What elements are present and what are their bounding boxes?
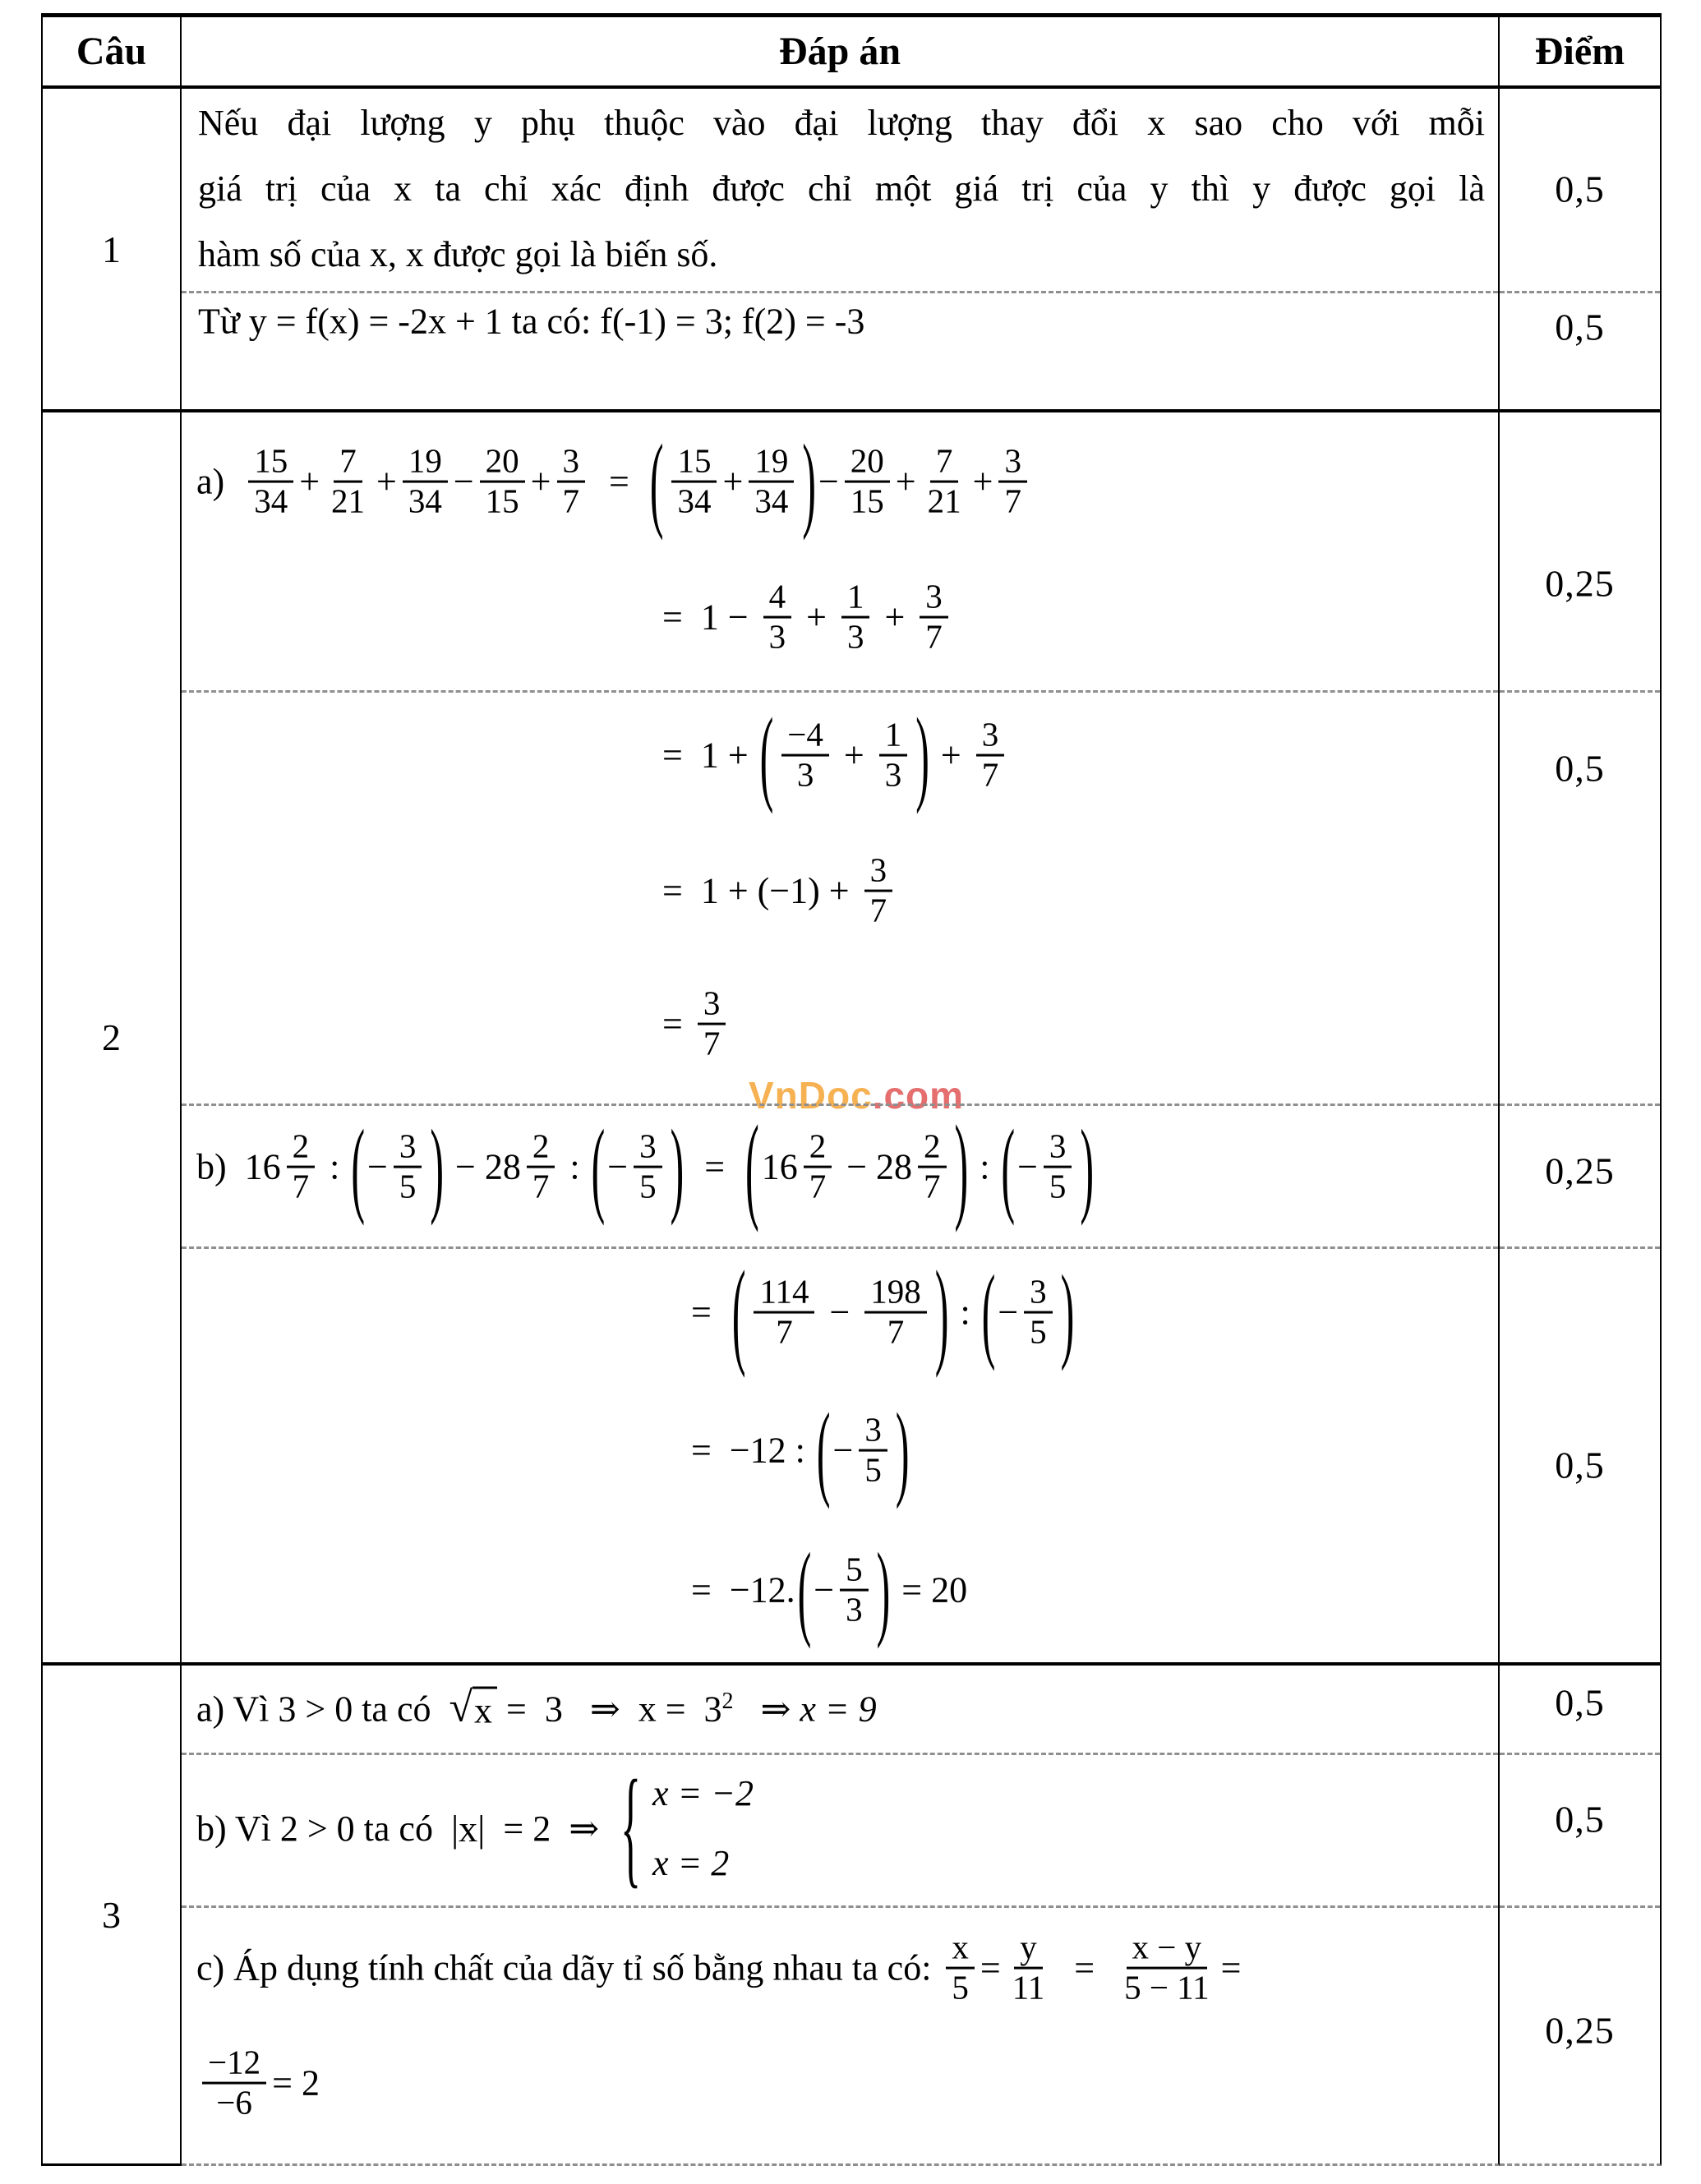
dashed-divider — [1500, 1905, 1660, 1908]
math-text: − — [998, 1292, 1019, 1333]
dashed-divider — [182, 1246, 1498, 1249]
math-text: a) Vì 3 > 0 ta có — [196, 1689, 449, 1730]
score-value: 0,5 — [1555, 1444, 1605, 1486]
header-diem-label: Điểm — [1534, 30, 1625, 73]
math-text: − — [832, 1430, 854, 1471]
math-text: + — [931, 735, 970, 776]
parenthesis: ) — [895, 1390, 910, 1510]
parenthesis: ) — [934, 1245, 949, 1380]
math-text: − — [367, 1146, 388, 1187]
vndoc-logo-primary: VnDoc — [749, 1074, 873, 1117]
math-text: = — [686, 1146, 744, 1187]
header-cau-label: Câu — [76, 30, 147, 73]
math-text: : — [560, 1146, 589, 1187]
fraction: $\frac{3}{5}$ — [394, 1128, 422, 1206]
parenthesis: ( — [816, 1390, 831, 1510]
row-3-score-cell — [1500, 1666, 1662, 2166]
math-text: b) 16 — [196, 1146, 281, 1187]
math-text: = — [1220, 1947, 1242, 1988]
dashed-divider — [182, 1104, 1498, 1106]
math-text: = 2 ⇒ — [485, 1808, 618, 1849]
math-text: + — [875, 597, 915, 638]
fraction: $\frac{7}{21}$ — [927, 441, 961, 520]
math-text: = 1 + (−1) + — [662, 870, 859, 911]
math-text: = — [662, 1003, 692, 1044]
math-text: b) Vì 2 > 0 ta có — [196, 1808, 451, 1849]
fraction: $\frac{15}{34}$ — [671, 443, 717, 521]
math-text: + — [797, 597, 836, 638]
fraction: $\frac{5}{3}$ — [840, 1551, 869, 1629]
parenthesis: ) — [915, 695, 929, 815]
math-text: + — [722, 461, 744, 502]
score-value: 0,25 — [1545, 2009, 1615, 2052]
row-3-answer-cell — [182, 1666, 1500, 2166]
answer-paragraph-line: giá trị của x ta chỉ xác định được chỉ một giá trị của y thì y được gọi là — [198, 168, 1485, 209]
fraction: $\frac{3}{7}$ — [976, 716, 1005, 795]
cases-block — [652, 1772, 754, 1884]
case-line: x = −2 — [652, 1773, 754, 1813]
parenthesis: ) — [670, 1107, 685, 1227]
parenthesis: ) — [802, 422, 816, 541]
math-text: c) Áp dụng tính chất của dãy tỉ số bằng nhau ta có: — [196, 1947, 941, 1988]
fraction: $\frac{y}{11}$ — [1012, 1928, 1045, 2007]
score-value: 0,25 — [1545, 562, 1615, 605]
row-2-score-cell — [1500, 412, 1662, 1666]
fraction: $\frac{1}{3}$ — [841, 578, 870, 657]
fraction: $\frac{198}{7}$ — [864, 1274, 927, 1352]
equation-line — [196, 1684, 877, 1732]
header-cell-dapan — [182, 17, 1500, 89]
fraction: $\frac{3}{5}$ — [1044, 1128, 1072, 1206]
parenthesis: ( — [759, 695, 774, 815]
row-1-score-cell — [1500, 89, 1662, 412]
math-text: Từ y = f(x) = -2x + 1 ta có: f(-1) = 3; f(2) = -3 — [198, 301, 865, 342]
parenthesis: ) — [430, 1107, 445, 1227]
header-cell-cau — [43, 17, 182, 89]
vndoc-logo — [749, 1073, 964, 1117]
math-text: − — [818, 461, 839, 502]
question-number-label: 2 — [102, 1016, 121, 1058]
answer-paragraph-line: Nếu đại lượng y phụ thuộc vào đại lượng thay đổi x sao cho với mỗi — [198, 103, 1485, 143]
fraction: $\frac{3}{5}$ — [634, 1128, 662, 1206]
math-text: + — [376, 461, 397, 502]
fraction: $\frac{2}{7}$ — [287, 1128, 316, 1206]
power-expression: $3^2$ — [703, 1688, 734, 1730]
math-text: − 28 — [446, 1146, 521, 1187]
equation-line — [691, 1530, 968, 1650]
math-text: − — [453, 461, 474, 502]
equation-line — [196, 2044, 320, 2122]
math-text: ⇒ — [733, 1689, 800, 1730]
equation-line — [662, 985, 731, 1063]
fraction: $\frac{19}{34}$ — [749, 443, 794, 521]
parenthesis: ) — [1080, 1107, 1095, 1227]
math-text: + — [895, 461, 916, 502]
parenthesis: ( — [797, 1530, 812, 1650]
row-2-answer-cell — [182, 412, 1500, 1666]
parenthesis: ( — [649, 422, 664, 541]
math-text: = — [691, 1292, 730, 1333]
score-value: 0,5 — [1555, 1681, 1605, 1724]
square-root: √ x — [449, 1687, 497, 1732]
dashed-divider — [182, 1905, 1498, 1908]
math-text: : — [970, 1146, 999, 1187]
header-cell-diem — [1500, 17, 1662, 89]
parenthesis: ) — [954, 1099, 969, 1234]
equation-line — [196, 422, 1033, 541]
math-text: + — [530, 461, 551, 502]
answer-key-table — [41, 13, 1662, 2166]
math-text: − — [814, 1569, 835, 1610]
fraction: $\frac{3}{7}$ — [557, 443, 586, 521]
math-text: = — [980, 1947, 1001, 1988]
absolute-value: |x| — [450, 1807, 486, 1850]
parenthesis: ( — [591, 1107, 606, 1227]
math-text: = −12 : — [691, 1430, 814, 1471]
fraction: $\frac{1}{3}$ — [879, 716, 908, 795]
equation-line — [196, 1099, 1096, 1234]
math-text: = 20 — [892, 1569, 968, 1610]
fraction: $\frac{20}{15}$ — [845, 443, 890, 521]
question-number-label: 1 — [102, 228, 121, 270]
equation-line — [691, 1390, 912, 1510]
parenthesis: ( — [745, 1099, 759, 1234]
answer-paragraph-line: hàm số của x, x được gọi là biến số. — [198, 234, 718, 274]
score-value: 0,5 — [1555, 747, 1605, 790]
math-text: = 2 — [272, 2062, 320, 2103]
score-value: 0,25 — [1545, 1150, 1615, 1192]
fraction: $\frac{x - y}{5 - 11}$ — [1124, 1928, 1210, 2007]
fraction: $\frac{3}{5}$ — [859, 1412, 887, 1490]
equation-line — [196, 1755, 754, 1901]
row-1-answer-cell — [182, 89, 1500, 412]
fraction: $\frac{2}{7}$ — [918, 1128, 947, 1206]
math-text: = 1 − — [662, 597, 758, 638]
fraction: $\frac{-4}{3}$ — [781, 716, 829, 795]
equation-line — [196, 1929, 1242, 2007]
parenthesis: ) — [1060, 1252, 1075, 1372]
dashed-divider — [1500, 690, 1660, 693]
row-2-question-number — [43, 412, 182, 1666]
equation-line — [198, 301, 864, 343]
equation-line — [662, 695, 1010, 815]
fraction: $\frac{15}{34}$ — [248, 443, 293, 521]
parenthesis: ( — [981, 1252, 996, 1372]
fraction: $\frac{-12}{-6}$ — [202, 2044, 266, 2122]
math-text: = — [1056, 1947, 1113, 1988]
question-number-label: 3 — [102, 1893, 121, 1936]
math-text: : — [320, 1146, 349, 1187]
math-text: + — [972, 461, 993, 502]
math-text: = — [591, 461, 648, 502]
vndoc-logo-secondary: .com — [872, 1074, 965, 1117]
fraction: $\frac{3}{5}$ — [1024, 1274, 1053, 1352]
parenthesis: ( — [351, 1107, 366, 1227]
math-text: + — [834, 735, 874, 776]
score-value: 0,5 — [1555, 1798, 1605, 1841]
fraction: $\frac{20}{15}$ — [480, 443, 525, 521]
math-text: − — [607, 1146, 629, 1187]
math-text: = 1 + — [662, 735, 758, 776]
dashed-divider — [182, 1753, 1498, 1755]
dashed-divider — [1500, 1246, 1660, 1249]
dashed-divider — [1500, 1753, 1660, 1755]
fraction: $\frac{114}{7}$ — [754, 1274, 814, 1352]
math-text: x = 9 — [800, 1689, 877, 1730]
math-text: − — [1017, 1146, 1038, 1187]
cases-brace: { — [620, 1755, 642, 1901]
math-text: − 28 — [837, 1146, 913, 1187]
dashed-divider — [182, 690, 1498, 693]
row-3-question-number — [43, 1666, 182, 2166]
dashed-divider — [182, 291, 1498, 293]
parenthesis: ( — [1001, 1107, 1016, 1227]
dashed-divider — [1500, 1104, 1660, 1106]
math-text: a) — [196, 461, 243, 502]
math-text: + — [299, 461, 320, 502]
fraction: $\frac{19}{34}$ — [403, 443, 448, 521]
case-line: x = 2 — [652, 1843, 730, 1883]
equation-line — [662, 852, 898, 930]
fraction: $\frac{7}{21}$ — [331, 441, 366, 520]
dashed-divider — [1500, 291, 1660, 293]
fraction: $\frac{3}{7}$ — [698, 985, 726, 1063]
fraction: $\frac{2}{7}$ — [527, 1128, 555, 1206]
fraction: $\frac{3}{7}$ — [998, 443, 1027, 521]
math-text: − — [820, 1292, 860, 1333]
math-text: 16 — [761, 1146, 798, 1187]
math-text: = −12. — [691, 1569, 795, 1610]
equation-line — [662, 578, 954, 657]
fraction: $\frac{2}{7}$ — [804, 1128, 832, 1206]
parenthesis: ) — [876, 1530, 891, 1650]
fraction: $\frac{4}{3}$ — [763, 578, 792, 657]
parenthesis: ( — [731, 1245, 746, 1380]
score-value: 0,5 — [1555, 168, 1605, 210]
equation-line — [691, 1245, 1076, 1380]
fraction: $\frac{3}{7}$ — [864, 852, 893, 930]
math-text: = 3 ⇒ x = — [497, 1689, 704, 1730]
score-value: 0,5 — [1555, 306, 1605, 348]
header-dapan-label: Đáp án — [778, 30, 901, 73]
math-text: : — [951, 1292, 980, 1333]
fraction: $\frac{3}{7}$ — [920, 578, 948, 657]
fraction: $\frac{x}{5}$ — [946, 1929, 975, 2007]
row-1-question-number — [43, 89, 182, 412]
